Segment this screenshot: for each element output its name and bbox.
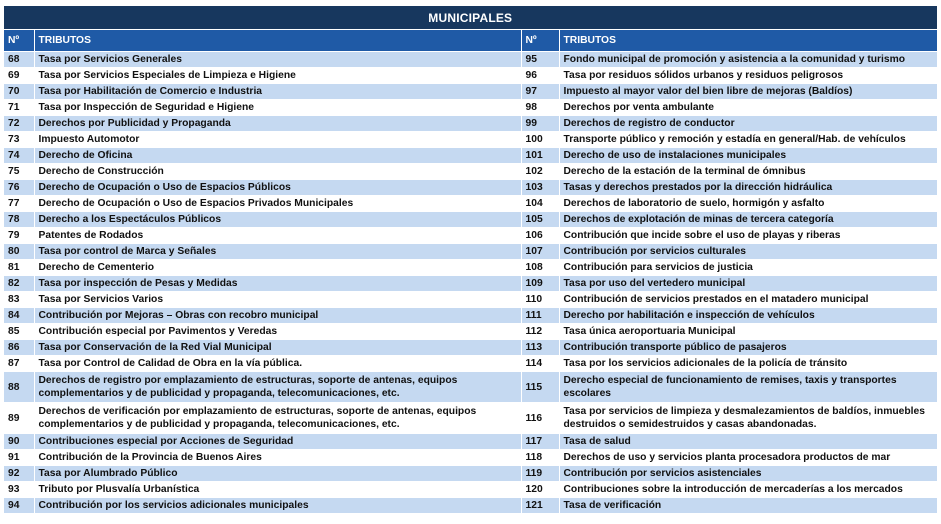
row-number-right: 120 xyxy=(521,482,559,498)
row-number-left: 94 xyxy=(4,498,34,514)
table-row xyxy=(4,212,937,228)
row-number-left: 75 xyxy=(4,164,34,180)
row-number-left: 69 xyxy=(4,68,34,84)
table-row xyxy=(4,260,937,276)
table-row xyxy=(4,434,937,450)
row-number-right: 117 xyxy=(521,434,559,450)
row-number-left: 77 xyxy=(4,196,34,212)
table-row xyxy=(4,356,937,372)
row-tributo-left: Tasa por Servicios Generales xyxy=(34,52,521,68)
table-row xyxy=(4,482,937,498)
row-tributo-left: Tasa por Control de Calidad de Obra en la vía pública. xyxy=(34,356,521,372)
row-number-left: 87 xyxy=(4,356,34,372)
row-tributo-left: Contribución por Mejoras – Obras con recobro municipal xyxy=(34,308,521,324)
row-number-right: 116 xyxy=(521,403,559,434)
row-tributo-right: Tasa única aeroportuaria Municipal xyxy=(559,324,937,340)
row-tributo-left: Tasa por control de Marca y Señales xyxy=(34,244,521,260)
table-row xyxy=(4,450,937,466)
row-number-left: 78 xyxy=(4,212,34,228)
row-number-left: 82 xyxy=(4,276,34,292)
row-tributo-left: Derecho de Cementerio xyxy=(34,260,521,276)
row-tributo-right: Impuesto al mayor valor del bien libre de mejoras (Baldíos) xyxy=(559,84,937,100)
row-number-left: 93 xyxy=(4,482,34,498)
row-tributo-left: Patentes de Rodados xyxy=(34,228,521,244)
row-tributo-left: Tributo por Plusvalía Urbanística xyxy=(34,482,521,498)
row-tributo-right: Tasa por los servicios adicionales de la policía de tránsito xyxy=(559,356,937,372)
row-number-left: 83 xyxy=(4,292,34,308)
table-row xyxy=(4,116,937,132)
row-number-left: 84 xyxy=(4,308,34,324)
row-tributo-left: Derecho de Ocupación o Uso de Espacios Privados Municipales xyxy=(34,196,521,212)
row-tributo-left: Contribución especial por Pavimentos y Veredas xyxy=(34,324,521,340)
table-row xyxy=(4,244,937,260)
row-number-right: 103 xyxy=(521,180,559,196)
row-number-left: 81 xyxy=(4,260,34,276)
row-tributo-right: Derechos de registro de conductor xyxy=(559,116,937,132)
header-row xyxy=(4,30,937,52)
row-tributo-right: Tasas y derechos prestados por la dirección hidráulica xyxy=(559,180,937,196)
row-number-left: 72 xyxy=(4,116,34,132)
row-tributo-right: Contribución para servicios de justicia xyxy=(559,260,937,276)
row-tributo-left: Derechos de registro por emplazamiento de estructuras, soporte de antenas, equipos complementarios y de publicidad y propaganda, telecomunicaciones, etc. xyxy=(34,372,521,403)
row-number-right: 107 xyxy=(521,244,559,260)
row-number-right: 118 xyxy=(521,450,559,466)
row-number-right: 109 xyxy=(521,276,559,292)
row-number-left: 85 xyxy=(4,324,34,340)
row-number-right: 104 xyxy=(521,196,559,212)
row-number-left: 86 xyxy=(4,340,34,356)
table-row xyxy=(4,403,937,434)
row-tributo-right: Derechos por venta ambulante xyxy=(559,100,937,116)
row-number-left: 91 xyxy=(4,450,34,466)
header-tributos-right: TRIBUTOS xyxy=(559,30,937,52)
row-tributo-right: Derecho de la estación de la terminal de ómnibus xyxy=(559,164,937,180)
row-number-right: 99 xyxy=(521,116,559,132)
row-tributo-right: Tasa de salud xyxy=(559,434,937,450)
row-tributo-right: Transporte público y remoción y estadía en general/Hab. de vehículos xyxy=(559,132,937,148)
row-tributo-left: Tasa por Alumbrado Público xyxy=(34,466,521,482)
row-number-right: 113 xyxy=(521,340,559,356)
row-tributo-left: Tasa por Habilitación de Comercio e Industria xyxy=(34,84,521,100)
row-tributo-right: Contribución que incide sobre el uso de playas y riberas xyxy=(559,228,937,244)
table-row xyxy=(4,180,937,196)
row-tributo-left: Tasa por Servicios Varios xyxy=(34,292,521,308)
table-row xyxy=(4,340,937,356)
row-number-left: 92 xyxy=(4,466,34,482)
table-row xyxy=(4,498,937,514)
table-row xyxy=(4,52,937,68)
row-number-right: 101 xyxy=(521,148,559,164)
row-tributo-right: Contribución por servicios culturales xyxy=(559,244,937,260)
row-tributo-right: Contribuciones sobre la introducción de mercaderías a los mercados xyxy=(559,482,937,498)
row-tributo-left: Derecho de Construcción xyxy=(34,164,521,180)
table-title: MUNICIPALES xyxy=(4,6,937,30)
table-row xyxy=(4,324,937,340)
table-row xyxy=(4,308,937,324)
row-number-right: 115 xyxy=(521,372,559,403)
header-num-right: Nº xyxy=(521,30,559,52)
row-number-right: 108 xyxy=(521,260,559,276)
table-row xyxy=(4,68,937,84)
row-tributo-right: Derechos de uso y servicios planta procesadora productos de mar xyxy=(559,450,937,466)
row-number-left: 70 xyxy=(4,84,34,100)
row-tributo-right: Contribución por servicios asistenciales xyxy=(559,466,937,482)
row-number-left: 90 xyxy=(4,434,34,450)
row-number-left: 89 xyxy=(4,403,34,434)
row-tributo-left: Impuesto Automotor xyxy=(34,132,521,148)
row-number-left: 88 xyxy=(4,372,34,403)
row-tributo-left: Derechos por Publicidad y Propaganda xyxy=(34,116,521,132)
row-number-right: 97 xyxy=(521,84,559,100)
row-tributo-right: Tasa de verificación xyxy=(559,498,937,514)
row-number-left: 68 xyxy=(4,52,34,68)
table-row xyxy=(4,84,937,100)
row-tributo-left: Derecho de Ocupación o Uso de Espacios Públicos xyxy=(34,180,521,196)
row-number-right: 100 xyxy=(521,132,559,148)
row-tributo-right: Derechos de laboratorio de suelo, hormigón y asfalto xyxy=(559,196,937,212)
table-row xyxy=(4,228,937,244)
row-number-left: 71 xyxy=(4,100,34,116)
row-tributo-left: Contribuciones especial por Acciones de Seguridad xyxy=(34,434,521,450)
row-tributo-right: Tasa por residuos sólidos urbanos y residuos peligrosos xyxy=(559,68,937,84)
row-tributo-right: Contribución transporte público de pasajeros xyxy=(559,340,937,356)
row-tributo-right: Derecho por habilitación e inspección de vehículos xyxy=(559,308,937,324)
tributos-table-container xyxy=(4,6,937,514)
row-number-right: 111 xyxy=(521,308,559,324)
row-number-right: 98 xyxy=(521,100,559,116)
row-number-left: 80 xyxy=(4,244,34,260)
table-row xyxy=(4,100,937,116)
row-number-right: 114 xyxy=(521,356,559,372)
row-number-right: 119 xyxy=(521,466,559,482)
row-number-left: 79 xyxy=(4,228,34,244)
row-number-right: 110 xyxy=(521,292,559,308)
row-tributo-left: Tasa por inspección de Pesas y Medidas xyxy=(34,276,521,292)
row-tributo-left: Contribución por los servicios adicionales municipales xyxy=(34,498,521,514)
row-number-right: 121 xyxy=(521,498,559,514)
row-tributo-left: Derecho a los Espectáculos Públicos xyxy=(34,212,521,228)
row-tributo-right: Contribución de servicios prestados en el matadero municipal xyxy=(559,292,937,308)
row-tributo-left: Tasa por Inspección de Seguridad e Higiene xyxy=(34,100,521,116)
row-number-left: 73 xyxy=(4,132,34,148)
row-tributo-right: Derecho de uso de instalaciones municipales xyxy=(559,148,937,164)
header-num-left: Nº xyxy=(4,30,34,52)
row-tributo-left: Derecho de Oficina xyxy=(34,148,521,164)
row-number-right: 105 xyxy=(521,212,559,228)
row-tributo-right: Fondo municipal de promoción y asistencia a la comunidad y turismo xyxy=(559,52,937,68)
table-row xyxy=(4,164,937,180)
row-tributo-right: Derechos de explotación de minas de tercera categoría xyxy=(559,212,937,228)
row-number-right: 96 xyxy=(521,68,559,84)
row-tributo-left: Derechos de verificación por emplazamiento de estructuras, soporte de antenas, equipos complementarios y de publicidad y propaganda, telecomunicaciones, etc. xyxy=(34,403,521,434)
row-number-right: 112 xyxy=(521,324,559,340)
row-number-right: 95 xyxy=(521,52,559,68)
row-number-right: 106 xyxy=(521,228,559,244)
row-tributo-right: Tasa por uso del vertedero municipal xyxy=(559,276,937,292)
table-row xyxy=(4,292,937,308)
table-row xyxy=(4,276,937,292)
table-body xyxy=(4,52,937,514)
table-row xyxy=(4,372,937,403)
tributos-table xyxy=(4,6,938,514)
table-row xyxy=(4,196,937,212)
row-tributo-left: Tasa por Servicios Especiales de Limpieza e Higiene xyxy=(34,68,521,84)
row-number-left: 74 xyxy=(4,148,34,164)
table-row xyxy=(4,148,937,164)
row-tributo-right: Tasa por servicios de limpieza y desmalezamientos de baldíos, inmuebles destruidos o semidestruidos y casas abandonadas. xyxy=(559,403,937,434)
table-row xyxy=(4,466,937,482)
row-tributo-right: Derecho especial de funcionamiento de remises, taxis y transportes escolares xyxy=(559,372,937,403)
row-number-right: 102 xyxy=(521,164,559,180)
header-tributos-left: TRIBUTOS xyxy=(34,30,521,52)
row-number-left: 76 xyxy=(4,180,34,196)
row-tributo-left: Tasa por Conservación de la Red Vial Municipal xyxy=(34,340,521,356)
row-tributo-left: Contribución de la Provincia de Buenos Aires xyxy=(34,450,521,466)
table-row xyxy=(4,132,937,148)
